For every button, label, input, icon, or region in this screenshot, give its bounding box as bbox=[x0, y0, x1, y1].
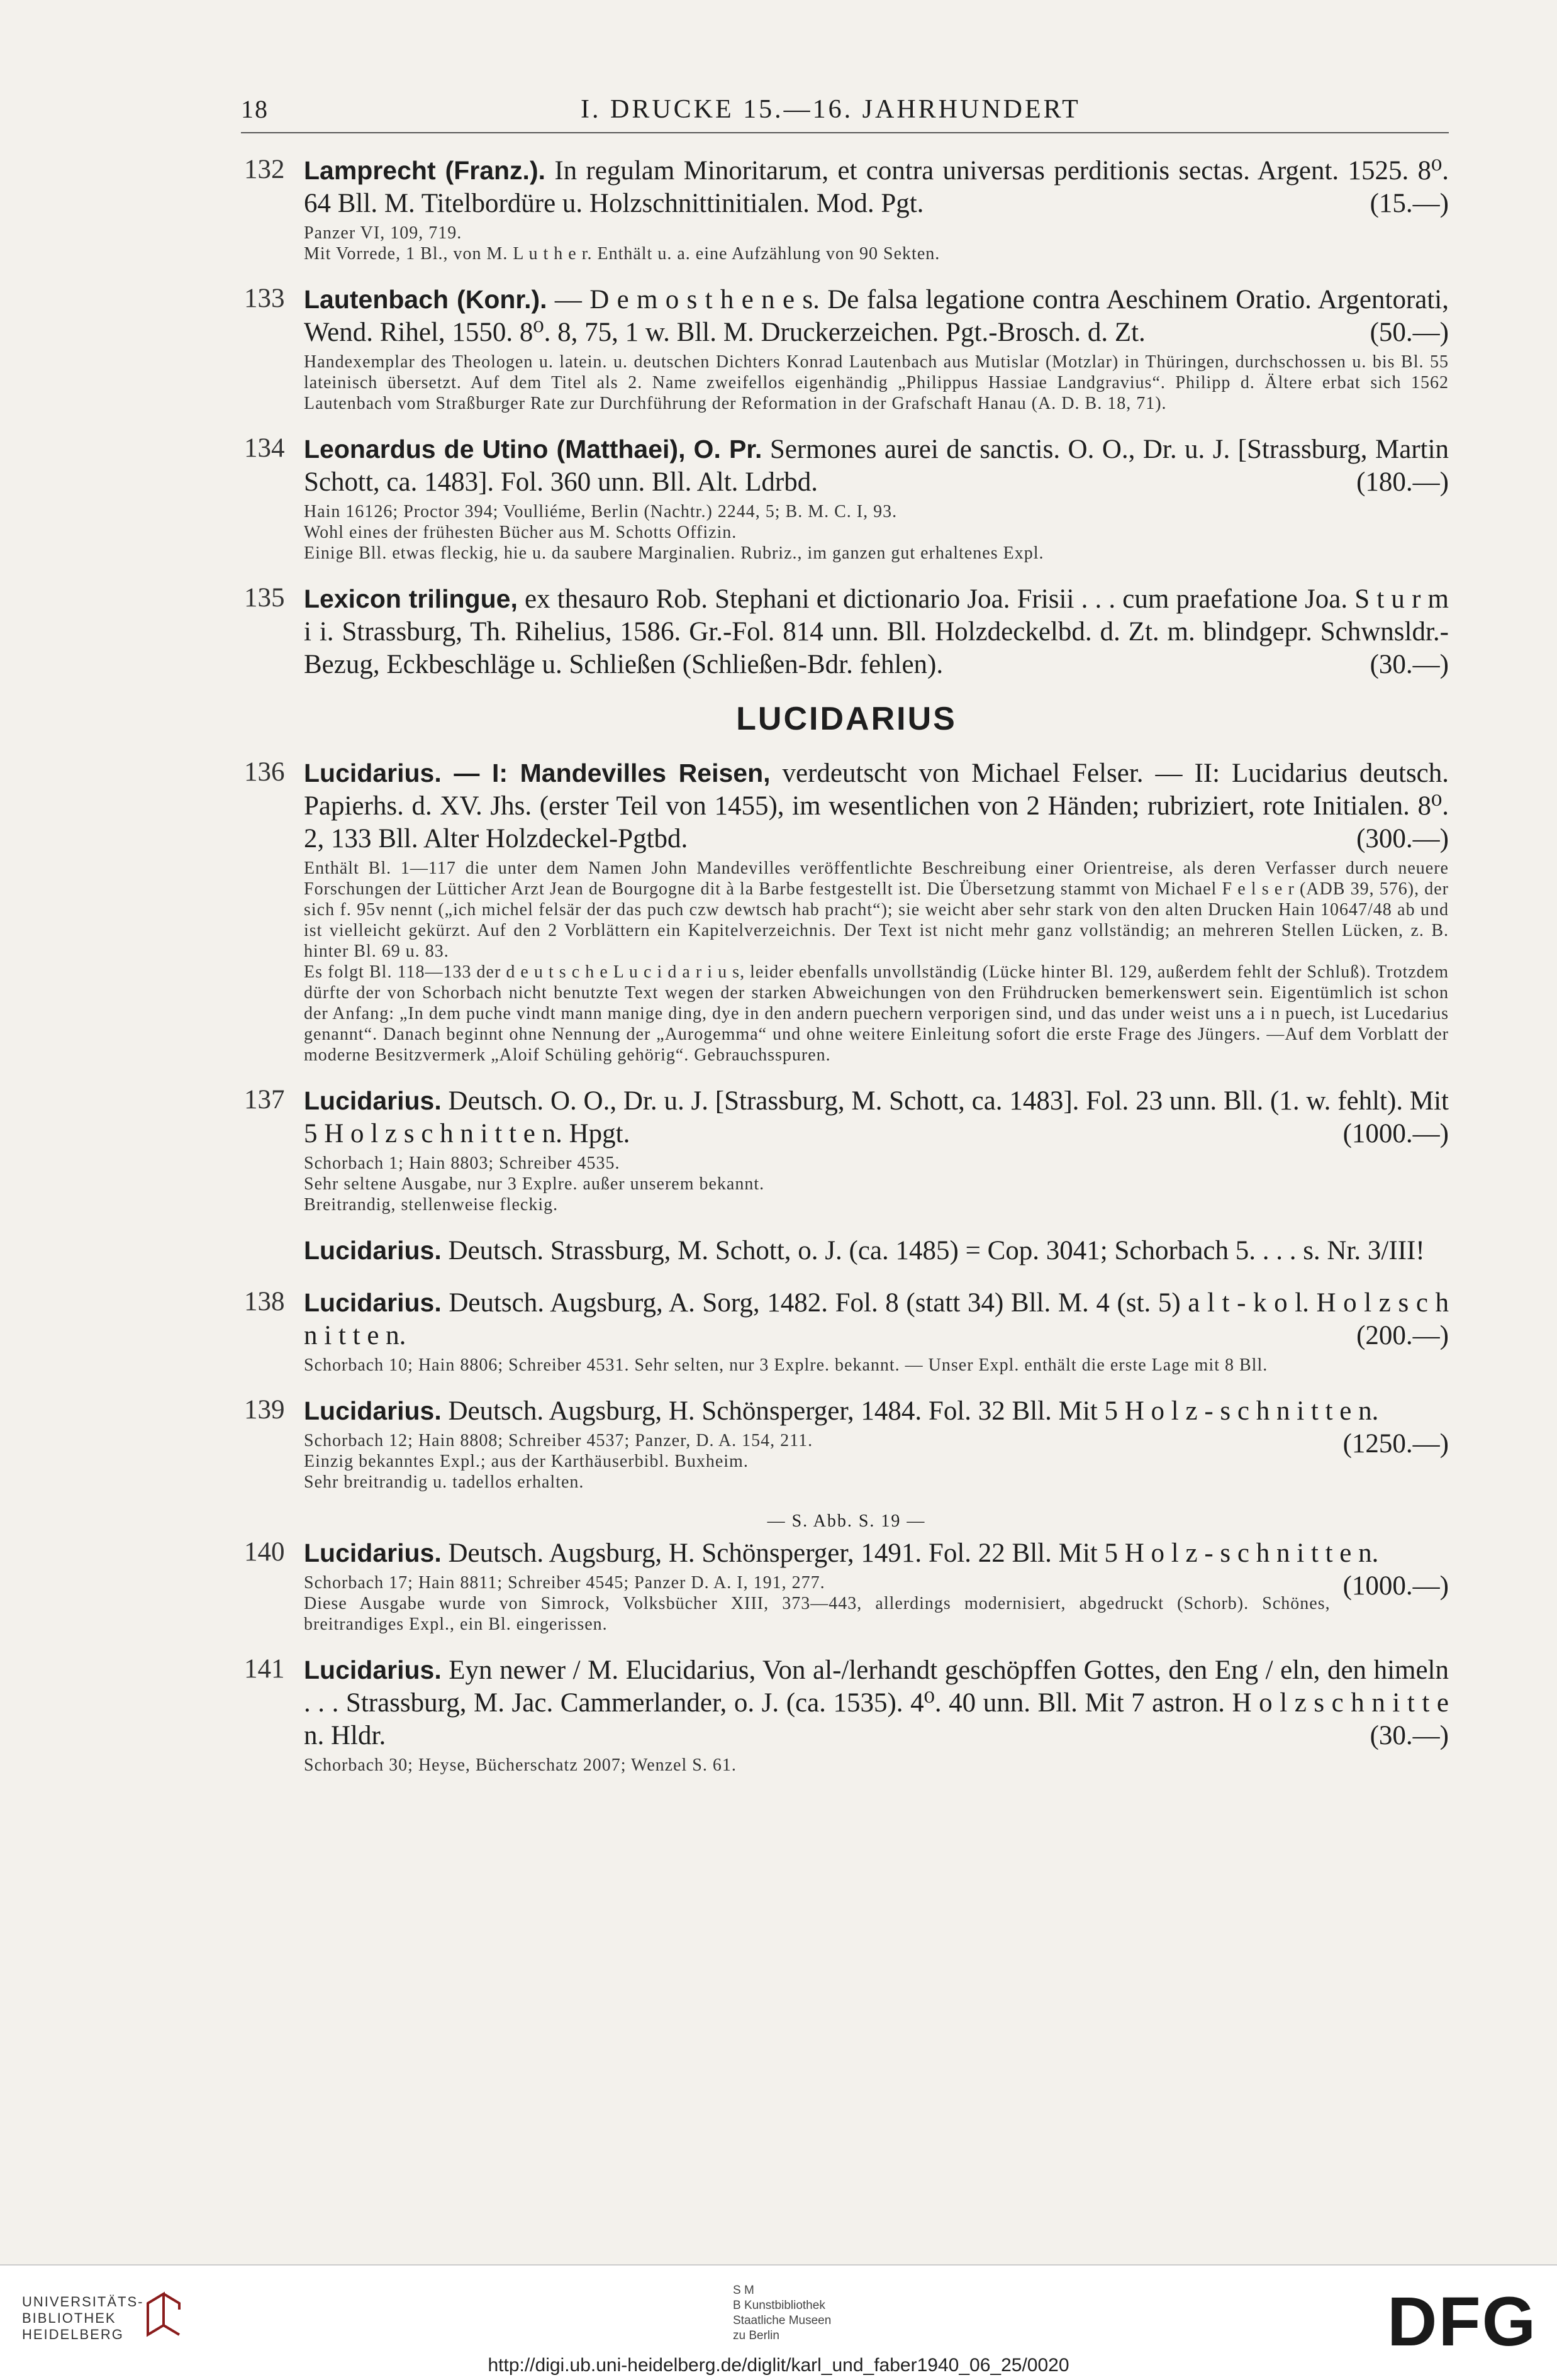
catalog-entry bbox=[244, 582, 1449, 681]
entry-group bbox=[244, 154, 1449, 681]
note-line: Es folgt Bl. 118—133 der d e u t s c h e L u c i d a r i u s, leider ebenfalls unvollständig (Lücke hinter Bl. 129, außerdem fehlt der Schluß). Trotzdem dürfte der von Schorbach nicht benutzte Text wegen der starken Abweichungen von den Frühdrucken bemerkenswert sein. Eigentümlich ist schon der Anfang: „In dem puche vindt mann manige ding, dye in den andern puechern verporigen sind, und das under weist uns a i n puech, ist Lucedarius genannt“. Danach beginnt ohne Nennung der „Aurogemma“ und ohne weitere Einleitung sofort die erste Frage des Jüngers. —Auf dem Vorblatt der moderne Besitzvermerk „Aloif Schüling gehörig“. Gebrauchsspuren. bbox=[304, 962, 1449, 1065]
entry-text: Eyn newer / M. Elucidarius, Von al-/lerhandt geschöpffen Gottes, den Eng / eln, den himeln . . . Strassburg, M. Jac. Cammerlander, o. J. (ca. 1535). 4⁰. 40 unn. Bll. Mit 7 astron. H o l z s c h n i t t e n. Hldr. bbox=[304, 1655, 1449, 1750]
page-header bbox=[241, 94, 1449, 132]
entry-price: (1250.—) bbox=[1342, 1429, 1449, 1459]
header-rule bbox=[241, 132, 1449, 133]
logo-line: UNIVERSITÄTS- bbox=[22, 2294, 144, 2310]
page-number: 18 bbox=[241, 95, 269, 123]
note-line: Hain 16126; Proctor 394; Voulliéme, Berlin (Nachtr.) 2244, 5; B. M. C. I, 93. bbox=[304, 502, 898, 521]
entry-group bbox=[244, 1286, 1449, 1493]
entry-text: Deutsch. O. O., Dr. u. J. [Strassburg, M. Schott, ca. 1483]. Fol. 23 unn. Bll. (1. w. fehlt). Mit 5 H o l z s c h n i t t e n. Hpgt. bbox=[304, 1086, 1449, 1148]
entry-price: (1000.—) bbox=[1342, 1119, 1449, 1148]
entry-description bbox=[304, 1084, 1449, 1150]
entry-notes bbox=[304, 1355, 1449, 1376]
logo-line: BIBLIOTHEK bbox=[22, 2310, 116, 2326]
entry-notes bbox=[304, 1755, 1449, 1776]
university-logo-icon bbox=[142, 2291, 186, 2341]
catalog-entry bbox=[244, 1394, 1449, 1493]
entry-number: 133 bbox=[244, 284, 285, 313]
note-line: Schorbach 12; Hain 8808; Schreiber 4537; Panzer, D. A. 154, 211. bbox=[304, 1431, 813, 1450]
catalog-entry bbox=[244, 433, 1449, 564]
entry-number: 141 bbox=[244, 1654, 285, 1684]
entry-number: 135 bbox=[244, 583, 285, 613]
catalog-entry bbox=[244, 154, 1449, 264]
entry-author: Lucidarius. bbox=[304, 1655, 442, 1684]
source-url-link[interactable]: http://digi.ub.uni-heidelberg.de/diglit/karl_und_faber1940_06_25/0020 bbox=[488, 2355, 1069, 2376]
entry-price: (300.—) bbox=[1356, 824, 1449, 854]
note-line: Handexemplar des Theologen u. latein. u. deutschen Dichters Konrad Lautenbach aus Mutislar (Motzlar) in Thüringen, durchschossen u. bis Bl. 55 lateinisch übersetzt. Auf dem Titel als 2. Name zweifellos eigenhändig „Philippus Hassiae Landgravius“. Philipp d. Ältere erbat sich 1562 Lautenbach vom Straßburger Rate zur Durchführung der Reformation in der Grafschaft Hanau (A. D. B. 18, 71). bbox=[304, 352, 1449, 413]
library-attribution bbox=[733, 2283, 831, 2344]
entry-description bbox=[304, 757, 1449, 855]
digitization-footer bbox=[0, 2264, 1557, 2380]
attribution-line: B Kunstbibliothek bbox=[733, 2299, 825, 2312]
note-line: Breitrandig, stellenweise fleckig. bbox=[304, 1195, 559, 1215]
entry-group bbox=[244, 757, 1449, 1215]
entry-notes bbox=[304, 223, 1449, 264]
entry-description bbox=[304, 1286, 1449, 1352]
entry-description bbox=[304, 283, 1449, 349]
catalog-entry bbox=[244, 1084, 1449, 1215]
running-title: I. DRUCKE 15.—16. JAHRHUNDERT bbox=[581, 95, 1081, 124]
entry-number: 138 bbox=[244, 1287, 285, 1316]
cross-reference bbox=[244, 1234, 1449, 1267]
note-line: Panzer VI, 109, 719. bbox=[304, 223, 462, 243]
logo-line: HEIDELBERG bbox=[22, 2327, 124, 2342]
entry-number: 137 bbox=[244, 1085, 285, 1115]
note-line: Schorbach 10; Hain 8806; Schreiber 4531. Sehr selten, nur 3 Explre. bekannt. — Unser Expl. enthält die erste Lage mit 8 Bll. bbox=[304, 1355, 1268, 1375]
entry-text: Deutsch. Augsburg, H. Schönsperger, 1491. Fol. 22 Bll. Mit 5 H o l z - s c h n i t t e n. bbox=[448, 1538, 1379, 1568]
catalog-entry bbox=[244, 757, 1449, 1065]
entry-notes bbox=[304, 858, 1449, 1065]
catalog-content bbox=[244, 154, 1449, 1794]
entry-description bbox=[304, 582, 1449, 681]
catalog-entry bbox=[244, 1537, 1449, 1635]
entry-text: ex thesauro Rob. Stephani et dictionario Joa. Frisii . . . cum praefatione Joa. S t u r m i i. Strassburg, Th. Rihelius, 1586. Gr.-Fol. 814 unn. Bll. Holzdeckelbd. d. Zt. m. blindgepr. Schwnsldr.-Bezug, Eckbeschläge u. Schließen (Schließen-Bdr. fehlen). bbox=[304, 584, 1449, 679]
entry-price: (200.—) bbox=[1356, 1321, 1449, 1350]
entry-price: (1000.—) bbox=[1342, 1571, 1449, 1601]
entry-notes bbox=[304, 501, 1449, 564]
entry-author: Lamprecht (Franz.). bbox=[304, 156, 545, 185]
catalog-entry bbox=[244, 283, 1449, 414]
entry-price: (50.—) bbox=[1370, 318, 1449, 347]
note-line: Schorbach 30; Heyse, Bücherschatz 2007; Wenzel S. 61. bbox=[304, 1755, 737, 1775]
illustration-reference: — S. Abb. S. 19 — bbox=[767, 1511, 926, 1531]
note-line: Sehr breitrandig u. tadellos erhalten. bbox=[304, 1472, 584, 1492]
university-library-logo-text bbox=[22, 2294, 143, 2343]
entry-notes bbox=[304, 1153, 1449, 1215]
entry-price: (180.—) bbox=[1356, 467, 1449, 497]
note-line: Enthält Bl. 1—117 die unter dem Namen John Mandevilles veröffentlichte Beschreibung einer Orientreise, als deren Verfasser durch neuere Forschungen der Lütticher Arzt Jean de Bourgogne dit à la Barbe festgestellt ist. Die Übersetzung stammt von Michael F e l s e r (ADB 39, 576), der sich f. 95v nennt („ich michel felsär der das puch czw dewtsch hab pracht“); sie weicht aber sehr stark von den alten Drucken Hain 10647/48 ab und ist vielleicht gekürzt. Auf den 2 Vorblättern ein Kapitelverzeichnis. Der Text ist nicht mehr ganz vollständig; an mehreren Stellen Lücken, z. B. hinter Bl. 69 u. 83. bbox=[304, 859, 1449, 961]
entry-price: (30.—) bbox=[1370, 1721, 1449, 1750]
entry-text: verdeutscht von Michael Felser. — II: Lucidarius deutsch. Papierhs. d. XV. Jhs. (erster Teil von 1455), im wesentlichen von 2 Händen; rubriziert, rote Initialen. 8⁰. 2, 133 Bll. Alter Holzdeckel-Pgtbd. bbox=[304, 759, 1449, 854]
entry-author: Lucidarius. bbox=[304, 1086, 442, 1115]
entry-price: (30.—) bbox=[1370, 650, 1449, 679]
entry-author: Lucidarius. bbox=[304, 1396, 442, 1425]
note-line: Schorbach 1; Hain 8803; Schreiber 4535. bbox=[304, 1154, 620, 1173]
entry-description bbox=[304, 1654, 1449, 1752]
entry-text: — D e m o s t h e n e s. De falsa legatione contra Aeschinem Oratio. Argentorati, Wend. Rihel, 1550. 8⁰. 8, 75, 1 w. Bll. M. Druckerzeichen. Pgt.-Brosch. d. Zt. bbox=[304, 285, 1449, 347]
entry-notes bbox=[304, 1430, 1449, 1493]
entry-number: 140 bbox=[244, 1537, 285, 1567]
dfg-logo: DFG bbox=[1387, 2283, 1537, 2361]
catalog-entry bbox=[244, 1286, 1449, 1376]
entry-text: Deutsch. Augsburg, H. Schönsperger, 1484. Fol. 32 Bll. Mit 5 H o l z - s c h n i t t e n. bbox=[448, 1396, 1379, 1426]
section-heading: LUCIDARIUS bbox=[736, 701, 957, 737]
note-line: Einzig bekanntes Expl.; aus der Karthäuserbibl. Buxheim. bbox=[304, 1452, 749, 1471]
entry-number: 132 bbox=[244, 155, 285, 184]
entry-author: Leonardus de Utino (Matthaei), O. Pr. bbox=[304, 435, 762, 464]
entry-number: 134 bbox=[244, 433, 285, 463]
entry-description bbox=[304, 433, 1449, 499]
note-line: Mit Vorrede, 1 Bl., von M. L u t h e r. Enthält u. a. eine Aufzählung von 90 Sekten. bbox=[304, 244, 940, 264]
entry-notes bbox=[304, 1572, 1449, 1635]
note-line: Sehr seltene Ausgabe, nur 3 Explre. außer unserem bekannt. bbox=[304, 1174, 765, 1194]
entry-text: In regulam Minoritarum, et contra universas perditionis sectas. Argent. 1525. 8⁰. 64 Bll. M. Titelbordüre u. Holzschnittinitialen. Mod. Pgt. bbox=[304, 156, 1449, 218]
note-line: Einige Bll. etwas fleckig, hie u. da saubere Marginalien. Rubriz., im ganzen gut erhaltenes Expl. bbox=[304, 543, 1044, 563]
cross-reference-text: Deutsch. Strassburg, M. Schott, o. J. (ca. 1485) = Cop. 3041; Schorbach 5. . . . s. Nr. 3/III! bbox=[448, 1236, 1425, 1265]
entry-author: Lucidarius. bbox=[304, 1538, 442, 1567]
entry-number: 139 bbox=[244, 1395, 285, 1425]
entry-author: Lucidarius. — I: Mandevilles Reisen, bbox=[304, 759, 771, 787]
entry-notes bbox=[304, 352, 1449, 414]
entry-text: Deutsch. Augsburg, A. Sorg, 1482. Fol. 8 (statt 34) Bll. M. 4 (st. 5) a l t - k o l. H o l z s c h n i t t e n. bbox=[304, 1288, 1449, 1350]
entry-group bbox=[244, 1537, 1449, 1776]
cross-reference-name: Lucidarius. bbox=[304, 1236, 442, 1265]
catalog-entry bbox=[244, 1654, 1449, 1776]
entry-price: (15.—) bbox=[1370, 189, 1449, 218]
entry-author: Lucidarius. bbox=[304, 1288, 442, 1317]
note-line: Schorbach 17; Hain 8811; Schreiber 4545; Panzer D. A. I, 191, 277. bbox=[304, 1573, 825, 1593]
attribution-line: S M bbox=[733, 2284, 754, 2297]
entry-text: Sermones aurei de sanctis. O. O., Dr. u. J. [Strassburg, Martin Schott, ca. 1483]. Fol. 360 unn. Bll. Alt. Ldrbd. bbox=[304, 435, 1449, 497]
entry-description bbox=[304, 154, 1449, 220]
note-line: Wohl eines der frühesten Bücher aus M. Schotts Offizin. bbox=[304, 523, 737, 542]
note-line: Diese Ausgabe wurde von Simrock, Volksbücher XIII, 373—443, allerdings modernisiert, abgedruckt (Schorb). Schönes, breitrandiges Expl., ein Bl. eingerissen. bbox=[304, 1594, 1331, 1634]
attribution-line: zu Berlin bbox=[733, 2329, 779, 2342]
entry-number: 136 bbox=[244, 757, 285, 787]
entry-author: Lautenbach (Konr.). bbox=[304, 285, 547, 314]
attribution-line: Staatliche Museen bbox=[733, 2314, 832, 2327]
entry-author: Lexicon trilingue, bbox=[304, 584, 518, 613]
